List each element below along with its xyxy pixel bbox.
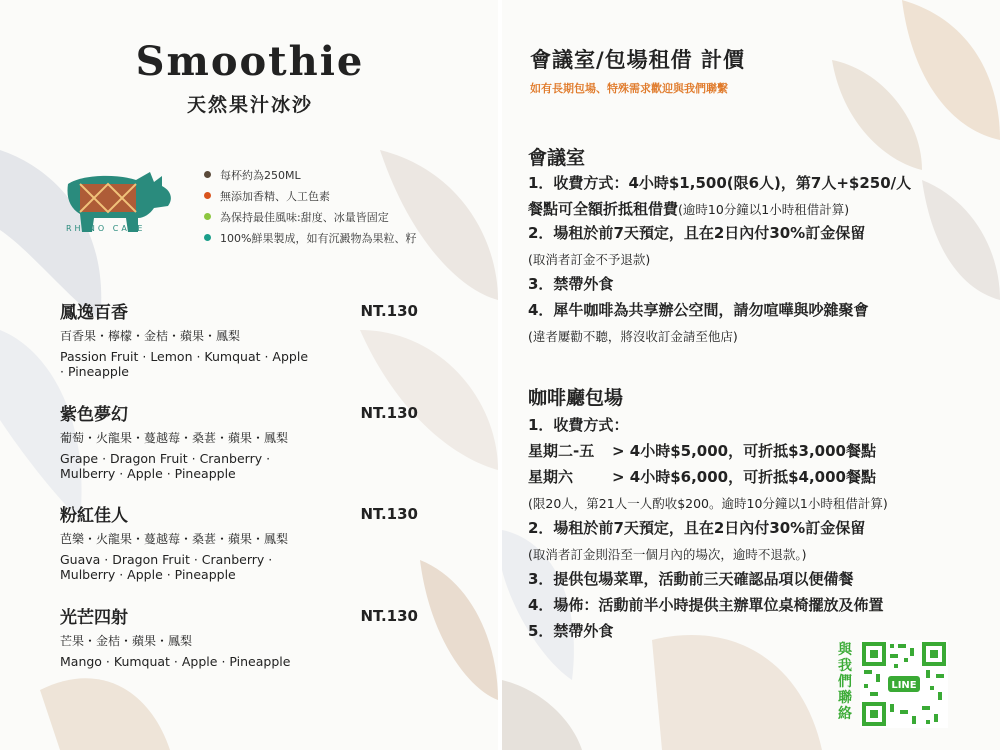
item-price: NT.130 bbox=[360, 607, 418, 625]
item-name: 粉紅佳人 bbox=[60, 506, 128, 526]
cafe-line: 5．禁帶外食 bbox=[528, 622, 614, 640]
item-name: 光芒四射 bbox=[60, 608, 128, 628]
note-item: 100%鮮果製成，如有沉澱物為果粒、籽 bbox=[204, 228, 416, 249]
meeting-line: (取消者訂金不予退款) bbox=[528, 252, 651, 267]
rental-subtitle: 如有長期包場、特殊需求歡迎與我們聯繫 bbox=[530, 82, 728, 95]
cafe-line: 4．場佈：活動前半小時提供主辦單位桌椅擺放及佈置 bbox=[528, 596, 884, 614]
meeting-room-heading: 會議室 bbox=[528, 147, 586, 169]
meeting-line: (違者屢勸不聽，將沒收訂金請至他店) bbox=[528, 329, 738, 344]
cafe-line: 1．收費方式： bbox=[528, 416, 629, 434]
cafe-line: 星期二-五 > 4小時$5,000，可折抵$3,000餐點 bbox=[528, 442, 876, 460]
cafe-line: 3．提供包場菜單，活動前三天確認品項以便備餐 bbox=[528, 570, 854, 588]
rental-pricing-page bbox=[502, 0, 1000, 750]
bullet-dot-icon bbox=[204, 192, 211, 199]
item-ingredients-zh: 百香果・檸檬・金桔・蘋果・鳳梨 bbox=[60, 329, 241, 343]
menu-item bbox=[60, 501, 430, 582]
logo-text: RHINO CAFE bbox=[66, 224, 146, 233]
line-qr-code[interactable] bbox=[860, 640, 948, 728]
meeting-line: 1．收費方式：4小時$1,500(限6人)，第7人+$250/人 bbox=[528, 174, 912, 192]
bullet-dot-icon bbox=[204, 171, 211, 178]
note-item: 為保持最佳風味:甜度、冰量皆固定 bbox=[204, 207, 416, 228]
item-price: NT.130 bbox=[360, 505, 418, 523]
cafe-line: 星期六 > 4小時$6,000，可折抵$4,000餐點 bbox=[528, 468, 876, 486]
menu-item bbox=[60, 400, 430, 481]
cafe-rental-heading: 咖啡廳包場 bbox=[528, 387, 624, 409]
item-ingredients-en: Guava · Dragon Fruit · Cranberry · Mulberry · Apple · Pineapple bbox=[60, 552, 273, 582]
item-ingredients-zh: 芒果・金桔・蘋果・鳳梨 bbox=[60, 634, 193, 648]
meeting-line: 2．場租於前7天預定，且在2日內付30%訂金保留 bbox=[528, 224, 866, 242]
item-ingredients-en: Grape · Dragon Fruit · Cranberry · Mulberry · Apple · Pineapple bbox=[60, 451, 271, 481]
cafe-line: (取消者訂金則沿至一個月內的場次，逾時不退款。) bbox=[528, 547, 807, 562]
item-price: NT.130 bbox=[360, 404, 418, 422]
item-ingredients-en: Passion Fruit · Lemon · Kumquat · Apple · Pineapple bbox=[60, 349, 309, 379]
menu-item bbox=[60, 603, 430, 669]
meeting-line: 3．禁帶外食 bbox=[528, 275, 614, 293]
menu-title: Smoothie bbox=[135, 38, 365, 85]
meeting-line: 4．犀牛咖啡為共享辦公空間，請勿喧嘩與吵雜聚會 bbox=[528, 301, 869, 319]
meeting-line: 餐點可全額折抵租借費(逾時10分鐘以1小時租借計算) bbox=[528, 200, 850, 218]
item-ingredients-zh: 葡萄・火龍果・蔓越莓・桑葚・蘋果・鳳梨 bbox=[60, 431, 289, 445]
item-price: NT.130 bbox=[360, 302, 418, 320]
menu-item bbox=[60, 298, 430, 379]
bullet-dot-icon bbox=[204, 213, 211, 220]
item-name: 紫色夢幻 bbox=[60, 405, 128, 425]
cafe-line: (限20人，第21人一人酌收$200。逾時10分鐘以1小時租借計算) bbox=[528, 496, 888, 511]
contact-us-label: 與我們聯絡 bbox=[838, 642, 852, 722]
line-label: LINE bbox=[891, 680, 917, 691]
note-item: 每杯約為250ML bbox=[204, 165, 416, 186]
item-ingredients-en: Mango · Kumquat · Apple · Pineapple bbox=[60, 654, 291, 669]
rental-title: 會議室/包場租借 計價 bbox=[530, 48, 745, 72]
notes-list bbox=[204, 165, 416, 249]
bullet-dot-icon bbox=[204, 234, 211, 241]
item-name: 鳳逸百香 bbox=[60, 303, 128, 323]
note-item: 無添加香精、人工色素 bbox=[204, 186, 416, 207]
item-ingredients-zh: 芭樂・火龍果・蔓越莓・桑葚・蘋果・鳳梨 bbox=[60, 532, 289, 546]
smoothie-menu-page bbox=[0, 0, 498, 750]
cafe-line: 2．場租於前7天預定，且在2日內付30%訂金保留 bbox=[528, 519, 866, 537]
menu-subtitle: 天然果汁冰沙 bbox=[186, 94, 313, 116]
